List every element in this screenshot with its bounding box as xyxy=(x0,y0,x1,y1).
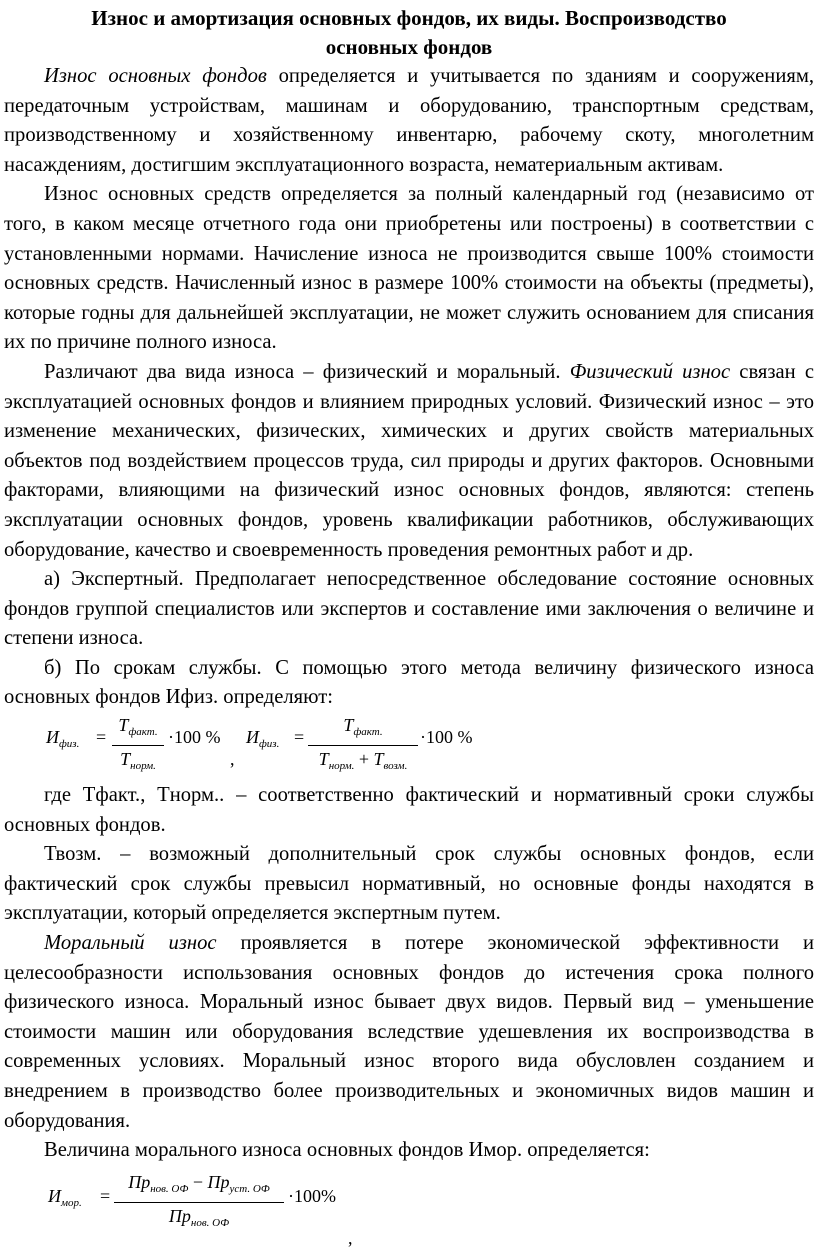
formula1-times-1: ·100 % xyxy=(168,727,221,748)
formula-moral-wear xyxy=(4,1166,814,1250)
formula1-fraction-1: $Т_{факт.}$ $Т_{норм.}$ xyxy=(112,713,164,778)
term-physical-wear: Физический износ xyxy=(569,360,731,383)
formula1-lhs-1: $И_{физ.}$ xyxy=(46,727,80,751)
paragraph-3-after: связан с эксплуатацией основных фондов и влиянием природных условий. Физический износ – это изменение механических, физических, химических и других свойств материальных объектов под воздействием процессов труда, сил природы и других факторов. Основными факторами, влияющими на физический износ основных фондов, являются: степень эксплуатации основных фондов, уровень квалификации работников, обслуживающих оборудование, качество и своевременность проведения ремонтных работ и др. xyxy=(4,360,814,561)
page-title xyxy=(4,0,814,62)
paragraph-1 xyxy=(4,62,814,180)
formula1-times-2: ·100 % xyxy=(420,727,473,748)
formula-physical-wear xyxy=(4,713,814,781)
title-line-2: основных фондов xyxy=(325,35,493,59)
paragraph-possible-term: Твозм. – возможный дополнительный срок службы основных фондов, если фактический срок службы превысил нормативный, но основные фонды находятся в эксплуатации, который определяется экспертным путем. xyxy=(4,843,814,925)
formula1-fraction-2: $Т_{факт.}$ $Т_{норм.} + Т_{возм.}$ xyxy=(308,713,418,778)
term-wear: Износ основных фондов xyxy=(44,65,267,87)
title-line-1: Износ и амортизация основных фондов, их виды. Воспроизводство xyxy=(91,6,727,30)
paragraph-2: Износ основных средств определяется за полный календарный год (независимо от того, в каком месяце отчетного года они приобретены или построены) в соответствии с установленными нормами. Начисление износа не производится свыше 100% стоимости основных средств. Начисленный износ в размере 100% стоимости на объекты (предметы), которые годны для дальнейшей эксплуатации, не может служить основанием для списания их по причине полного износа. xyxy=(4,183,814,354)
term-moral-wear: Моральный износ xyxy=(44,932,217,955)
formula2-fraction: $Пр_{нов. ОФ} - Пр_{уст. ОФ}$ $Пр_{нов. ОФ}$ xyxy=(114,1170,284,1235)
formula1-lhs-2: $И_{физ.}$ xyxy=(246,727,280,751)
paragraph-3-before: Различают два вида износа – физический и моральный. xyxy=(44,360,570,383)
paragraph-1-text: определяется и учитывается по зданиям и сооружениям, передаточным устройствам, машинам и оборудованию, транспортным средствам, производственному и хозяйственному инвентарю, рабочему скоту, многолетним насаждениям, достигшим эксплуатационного возраста, нематериальным активам. xyxy=(4,65,814,176)
paragraph-3 xyxy=(4,358,814,565)
formula1-eq-1: = xyxy=(96,727,107,748)
paragraph-moral-wear-value: Величина морального износа основных фондов Имор. определяется: xyxy=(44,1139,650,1162)
formula2-lhs: $И_{мор.}$ xyxy=(48,1185,82,1209)
formula2-comma: , xyxy=(348,1227,353,1248)
paragraph-service-life-method: б) По срокам службы. С помощью этого метода величину физического износа основных фондов Ифиз. определяют: xyxy=(4,656,814,709)
formula2-eq: = xyxy=(100,1185,111,1206)
formula1-eq-2: = xyxy=(294,727,305,748)
formula2-times: ·100% xyxy=(288,1185,336,1206)
formula1-comma: , xyxy=(230,749,235,770)
paragraph-definitions: где Тфакт., Тнорм.. – соответственно фактический и нормативный сроки службы основных фондов. xyxy=(4,784,814,836)
paragraph-moral-wear xyxy=(4,929,814,1136)
paragraph-moral-wear-text: проявляется в потере экономической эффективности и целесообразности использования основных фондов до истечения срока полного физического износа. Моральный износ бывает двух видов. Первый вид – уменьшение стоимости машин или оборудования вследствие удешевления их воспроизводства в современных условиях. Моральный износ второго вида обусловлен созданием и внедрением в производство более производительных и экономичных видов машин и оборудования. xyxy=(4,932,815,1132)
paragraph-expert-method: а) Экспертный. Предполагает непосредственное обследование состояние основных фондов группой специалистов или экспертов и составление ими заключения о величине и степени износа. xyxy=(4,568,814,650)
